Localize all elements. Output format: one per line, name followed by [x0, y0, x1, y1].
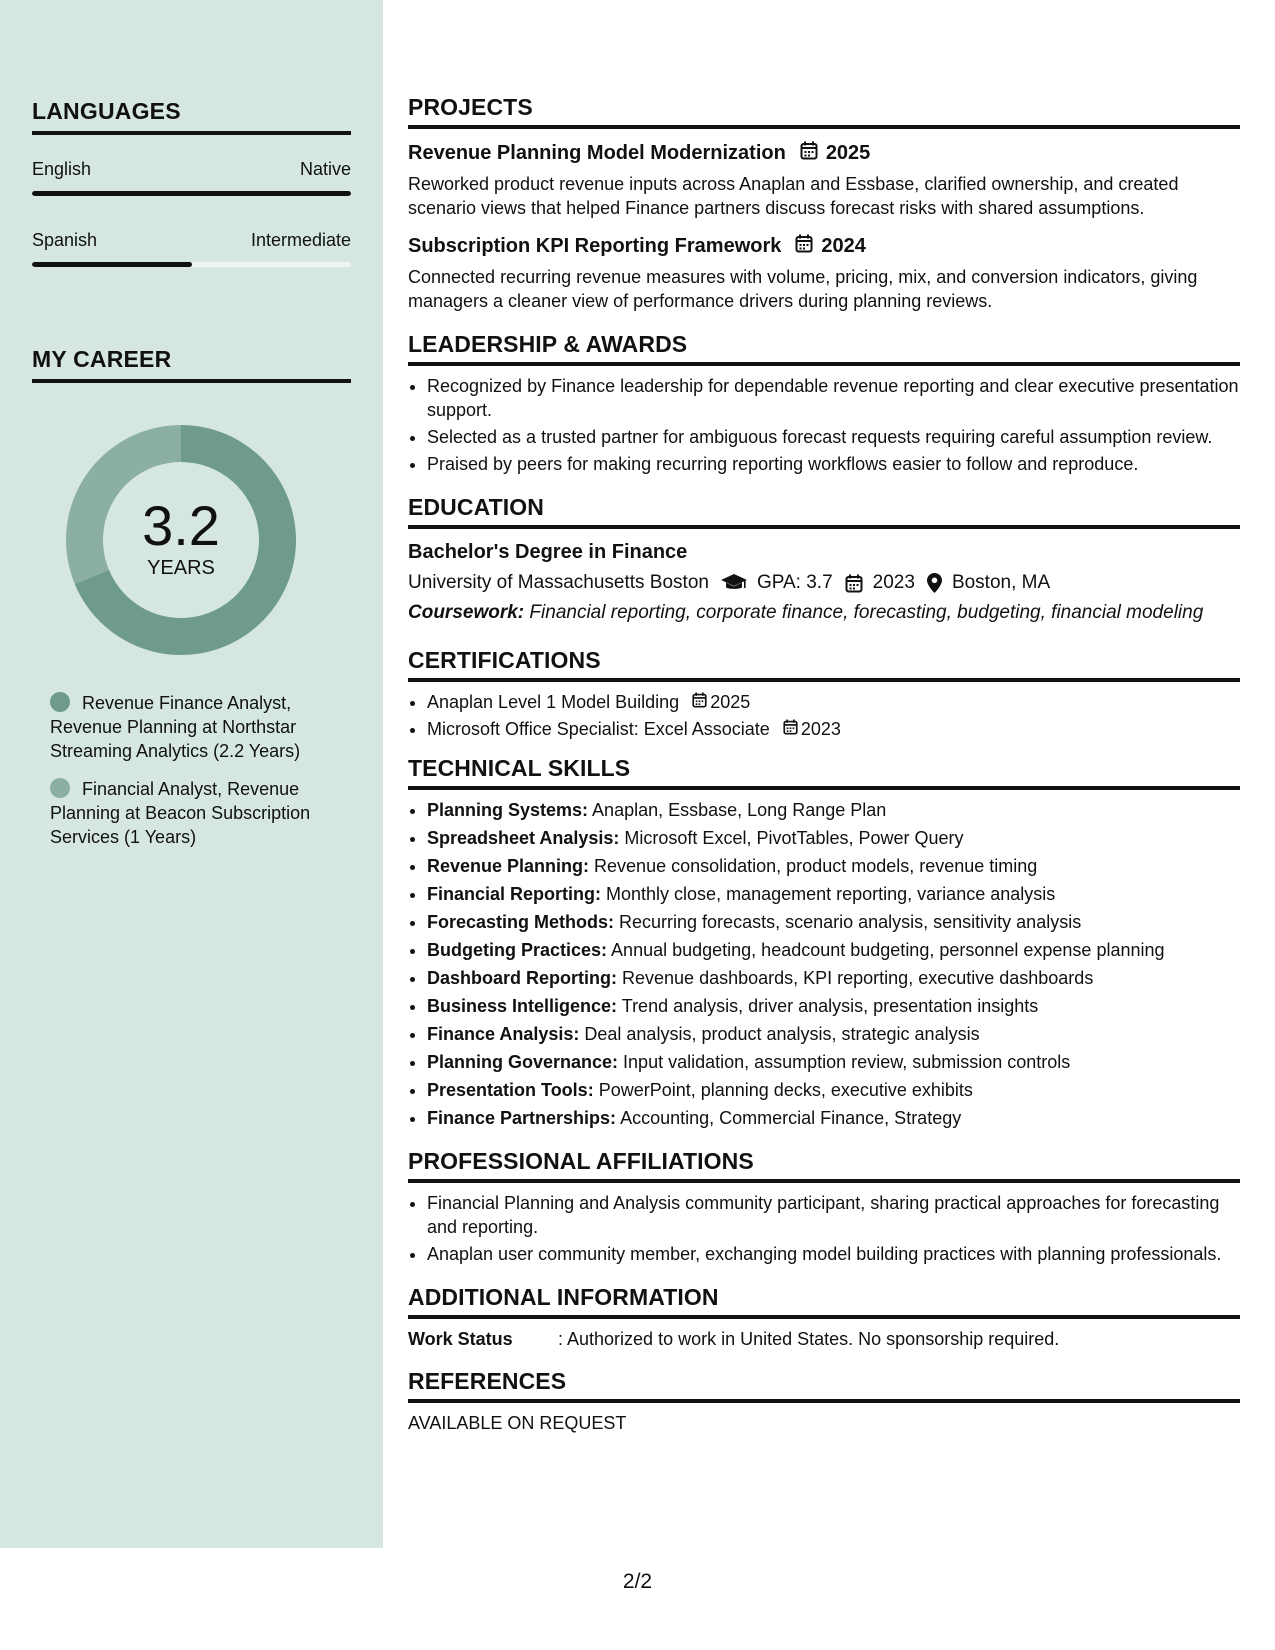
career-dot-icon: [50, 778, 70, 798]
project-description: Reworked product revenue inputs across Anaplan and Essbase, clarified ownership, and created scenario views that helped Finance partners discuss forecast risks with shared assumptions.: [408, 174, 1179, 218]
career-heading: MY CAREER: [32, 346, 351, 383]
certification-name: • Anaplan Level 1 Model Building: [427, 692, 680, 712]
main-content: [408, 94, 1240, 1434]
skill-label: Budgeting Practices:: [427, 940, 608, 960]
skill-value: Annual budgeting, headcount budgeting, personnel expense planning: [607, 940, 1165, 960]
certification-year: 2025: [710, 692, 751, 712]
skill-value: Input validation, assumption review, submission controls: [618, 1052, 1071, 1072]
work-status-row: [408, 1329, 1240, 1350]
calendar-icon: [845, 574, 863, 593]
skill-label: Planning Governance:: [427, 1052, 619, 1072]
additional-info-section: [408, 1284, 1240, 1350]
career-item-text: Financial Analyst, Revenue Planning at Beacon Subscription Services (1 Years): [50, 779, 311, 847]
skill-value: Monthly close, management reporting, variance analysis: [601, 884, 1056, 904]
skill-item: [427, 994, 1240, 1018]
education-details: [408, 572, 1240, 594]
language-proficiency-bar: [32, 191, 351, 196]
list-item: • Recognized by Finance leadership for dependable revenue reporting and clear executive presentation support.: [427, 374, 1240, 422]
list-item: • Praised by peers for making recurring reporting workflows easier to follow and reproduce.: [427, 452, 1240, 476]
certification-name: • Microsoft Office Specialist: Excel Associate: [427, 719, 770, 739]
language-item-english: [32, 159, 351, 196]
skill-value: Anaplan, Essbase, Long Range Plan: [588, 800, 887, 820]
project-year: 2024: [821, 235, 866, 257]
language-name: English: [32, 159, 92, 179]
skill-item: [427, 1106, 1240, 1130]
graduation-year: 2023: [872, 572, 915, 593]
technical-skills-heading: TECHNICAL SKILLS: [408, 755, 1240, 790]
career-item: [50, 777, 340, 849]
list-item: • Selected as a trusted partner for ambiguous forecast requests requiring careful assumption review.: [427, 425, 1240, 449]
certifications-section: [408, 647, 1240, 741]
skill-label: Finance Analysis:: [427, 1024, 580, 1044]
skill-item: [427, 826, 1240, 850]
skill-item: [427, 798, 1240, 822]
projects-section: [408, 94, 1240, 313]
affiliations-list: [408, 1191, 1240, 1266]
skill-value: Revenue dashboards, KPI reporting, executive dashboards: [617, 968, 1094, 988]
skill-item: [427, 1022, 1240, 1046]
skill-label: Revenue Planning:: [427, 856, 590, 876]
skill-item: [427, 882, 1240, 906]
school-name: University of Massachusetts Boston: [408, 572, 709, 593]
career-list: [50, 691, 340, 849]
skill-label: Planning Systems:: [427, 800, 589, 820]
leadership-heading: LEADERSHIP & AWARDS: [408, 331, 1240, 366]
skill-item: [427, 910, 1240, 934]
gpa: GPA: 3.7: [756, 572, 833, 593]
skill-label: Finance Partnerships:: [427, 1108, 617, 1128]
certification-item: [427, 717, 1240, 741]
list-item: • Anaplan user community member, exchanging model building practices with planning professionals.: [427, 1242, 1240, 1266]
career-total-years: 3.2: [142, 494, 220, 557]
leadership-list: [408, 374, 1240, 476]
skill-value: Deal analysis, product analysis, strategic analysis: [579, 1024, 980, 1044]
skill-value: Revenue consolidation, product models, revenue timing: [589, 856, 1038, 876]
skill-value: Recurring forecasts, scenario analysis, sensitivity analysis: [614, 912, 1082, 932]
career-total-unit: YEARS: [147, 557, 215, 579]
project-title-row: [408, 141, 1240, 166]
career-item-text: Revenue Finance Analyst, Revenue Planning at Northstar Streaming Analytics (2.2 Years): [50, 693, 301, 761]
skill-value: Trend analysis, driver analysis, presentation insights: [617, 996, 1039, 1016]
leadership-section: [408, 331, 1240, 476]
work-status-label: Work Status: [408, 1329, 513, 1349]
education-heading: EDUCATION: [408, 494, 1240, 529]
languages-heading: LANGUAGES: [32, 98, 351, 135]
language-level: Native: [299, 159, 351, 179]
calendar-icon: [800, 141, 818, 166]
references-section: [408, 1368, 1240, 1434]
education-section: [408, 494, 1240, 625]
skill-item: [427, 1078, 1240, 1102]
sidebar: [0, 0, 383, 1548]
skill-value: Accounting, Commercial Finance, Strategy: [616, 1108, 962, 1128]
technical-skills-section: [408, 755, 1240, 1130]
list-item: • Financial Planning and Analysis community participant, sharing practical approaches for forecasting and reporting.: [427, 1191, 1240, 1239]
skill-label: Dashboard Reporting:: [427, 968, 618, 988]
graduation-cap-icon: [721, 574, 747, 592]
skill-item: [427, 854, 1240, 878]
additional-info-heading: ADDITIONAL INFORMATION: [408, 1284, 1240, 1319]
skill-label: Business Intelligence:: [427, 996, 618, 1016]
coursework: [408, 600, 1240, 625]
skill-item: [427, 1050, 1240, 1074]
career-donut-chart: [66, 425, 296, 655]
degree-title: Bachelor's Degree in Finance: [408, 541, 688, 563]
language-proficiency-fill: [32, 262, 192, 267]
affiliations-heading: PROFESSIONAL AFFILIATIONS: [408, 1148, 1240, 1183]
skill-label: Forecasting Methods:: [427, 912, 615, 932]
calendar-icon: [783, 717, 798, 741]
language-proficiency-bar: [32, 262, 351, 267]
page-number: 2/2: [622, 1570, 653, 1593]
references-heading: REFERENCES: [408, 1368, 1240, 1403]
certification-year: 2023: [800, 719, 841, 739]
career-item: [50, 691, 340, 763]
school-location: Boston, MA: [951, 572, 1051, 593]
project-year: 2025: [825, 142, 871, 164]
skill-value: Microsoft Excel, PivotTables, Power Query: [619, 828, 964, 848]
project-name: Subscription KPI Reporting Framework: [408, 235, 782, 257]
skill-label: Financial Reporting:: [427, 884, 602, 904]
coursework-label: Coursework:: [408, 602, 525, 623]
career-dot-icon: [50, 692, 70, 712]
coursework-text: Financial reporting, corporate finance, forecasting, budgeting, financial modeling: [524, 602, 1204, 623]
language-level: Intermediate: [250, 230, 351, 250]
project-description: Connected recurring revenue measures with volume, pricing, mix, and conversion indicators, giving managers a cleaner view of performance drivers during planning reviews.: [408, 267, 1198, 311]
language-proficiency-fill: [32, 191, 351, 196]
projects-heading: PROJECTS: [408, 94, 1240, 129]
language-name: Spanish: [32, 230, 98, 250]
certifications-list: [408, 690, 1240, 741]
calendar-icon: [795, 234, 813, 259]
certification-item: [427, 690, 1240, 714]
location-pin-icon: [927, 573, 942, 593]
skill-label: Presentation Tools:: [427, 1080, 594, 1100]
calendar-icon: [692, 690, 707, 714]
skill-item: [427, 966, 1240, 990]
work-status-value: : Authorized to work in United States. No sponsorship required.: [558, 1329, 1060, 1349]
references-text: AVAILABLE ON REQUEST: [408, 1413, 627, 1433]
affiliations-section: [408, 1148, 1240, 1266]
skill-value: PowerPoint, planning decks, executive exhibits: [593, 1080, 973, 1100]
project-title-row: [408, 234, 1240, 259]
skill-label: Spreadsheet Analysis:: [427, 828, 620, 848]
certifications-heading: CERTIFICATIONS: [408, 647, 1240, 682]
language-item-spanish: [32, 230, 351, 267]
skill-item: [427, 938, 1240, 962]
project-name: Revenue Planning Model Modernization: [408, 142, 786, 164]
skills-list: [408, 798, 1240, 1130]
